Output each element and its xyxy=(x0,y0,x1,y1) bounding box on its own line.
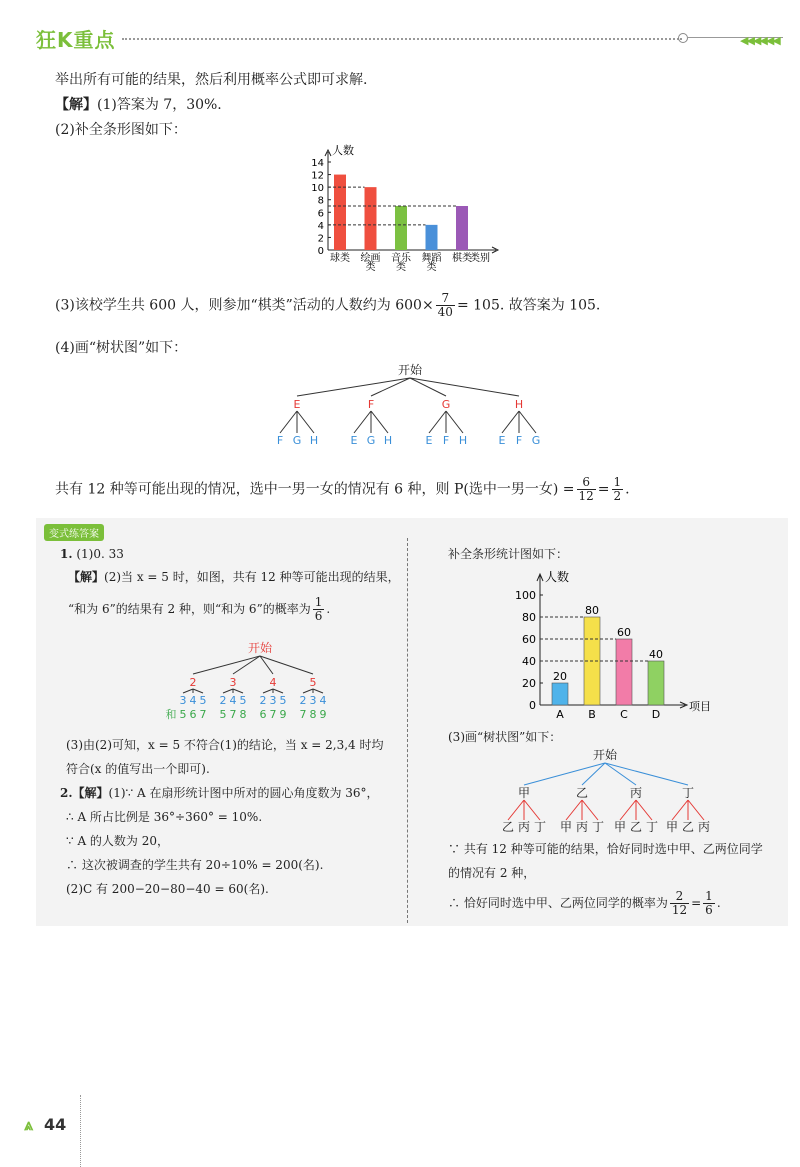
tree-sum: 9 xyxy=(319,708,327,721)
tree-branch xyxy=(233,689,243,693)
x-tick-label: 类 xyxy=(426,262,437,273)
tree-node: G xyxy=(441,398,451,411)
y-tick-label: 8 xyxy=(317,195,324,207)
bar xyxy=(456,206,468,250)
q1-answer-1: (1)0. 33 xyxy=(76,547,124,561)
tree-leaf: 甲 xyxy=(559,820,573,834)
page-number: 44 xyxy=(44,1115,67,1134)
x-tick-label: 球类 xyxy=(330,253,350,264)
tree-leaf: H xyxy=(383,434,393,447)
tree-branch xyxy=(313,689,323,693)
tree-sum: 6 xyxy=(189,708,197,721)
tree-leaf: 3 xyxy=(269,694,277,707)
bar-value-label: 20 xyxy=(553,670,567,683)
right-line-3: ∵ 共有 12 种等可能的结果，恰好同时选中甲、乙两位同学 xyxy=(448,842,763,856)
tree-branch xyxy=(371,411,388,433)
tree-leaf: 4 xyxy=(319,694,327,707)
line-4-text: (3)该校学生共 600 人，则参加“棋类”活动的人数约为 600× xyxy=(55,297,434,314)
tree-branch xyxy=(354,411,371,433)
bar xyxy=(648,661,664,705)
fraction-1-2 xyxy=(612,476,624,503)
header-dotted-rule xyxy=(122,38,682,40)
q1-line-3 xyxy=(68,596,330,623)
tree-branch xyxy=(605,763,636,785)
tree-branch xyxy=(605,763,688,785)
y-tick-label: 10 xyxy=(311,183,324,195)
q1-line-1 xyxy=(60,545,124,563)
x-tick-label: B xyxy=(588,708,596,721)
page-footer xyxy=(0,1095,800,1167)
tree-leaf: 甲 xyxy=(613,820,627,834)
answer-1: (1)答案为 7，30%. xyxy=(97,97,222,113)
tree-branch xyxy=(502,411,519,433)
tree-leaf: 丁 xyxy=(591,820,605,834)
tree-branch xyxy=(636,800,652,820)
x-tick-label: D xyxy=(651,708,661,721)
tree-sum: 7 xyxy=(229,708,237,721)
q1-text-3: “和为 6”的结果有 2 种，则“和为 6”的概率为 xyxy=(68,602,311,616)
tree-leaf: F xyxy=(442,434,450,447)
frac-den: 12 xyxy=(671,903,688,917)
tree-leaf: 2 xyxy=(259,694,267,707)
q2-line-2: ∴ A 所占比例是 36°÷360° = 10%. xyxy=(66,810,263,824)
tree-leaf: 乙 xyxy=(681,820,695,834)
y-tick-label: 4 xyxy=(317,220,324,232)
tree-leaf: 丙 xyxy=(697,820,711,834)
line-1: 举出所有可能的结果，然后利用概率公式即可求解. xyxy=(55,72,368,88)
right-line-2: (3)画“树状图”如下： xyxy=(448,730,562,744)
bar xyxy=(334,175,346,250)
x-tick-label: 类 xyxy=(396,262,406,273)
y-tick-label: 0 xyxy=(317,246,324,257)
x-axis-label: 类别 xyxy=(470,253,490,264)
tree-branch xyxy=(524,800,540,820)
y-tick-label: 80 xyxy=(522,611,536,624)
tree-branch xyxy=(620,800,636,820)
fraction-6-12 xyxy=(577,476,596,503)
tree-branch xyxy=(193,656,260,674)
tree-sum: 5 xyxy=(179,708,187,721)
tree-root: 开始 xyxy=(247,641,273,655)
fraction-7-40 xyxy=(436,292,455,319)
y-tick-label: 0 xyxy=(529,699,536,712)
brand-logo: 狂K重点 xyxy=(36,28,116,52)
tree-node: 5 xyxy=(309,676,317,689)
tree-branch xyxy=(688,800,704,820)
tree-branch xyxy=(273,689,283,693)
tree-leaf: H xyxy=(458,434,468,447)
tree-node: 2 xyxy=(189,676,197,689)
tree-leaf: G xyxy=(292,434,302,447)
tree-branch xyxy=(582,800,598,820)
line-4-end: = 105. 故答案为 105. xyxy=(456,297,601,314)
tree-branch xyxy=(566,800,582,820)
tree-leaf: 5 xyxy=(279,694,287,707)
tree-leaf: E xyxy=(350,434,358,447)
tree-branch xyxy=(297,411,314,433)
tree-sum: 8 xyxy=(309,708,317,721)
x-tick-label: 舞蹈 xyxy=(421,253,442,264)
q2-line-1 xyxy=(60,784,379,802)
line-4 xyxy=(55,292,600,319)
tree-node: 乙 xyxy=(575,786,589,800)
compass-icon: ⩓ xyxy=(24,1115,34,1134)
tree-diagram-efgh xyxy=(260,360,560,455)
right-line-5: ∴ 恰好同时选中甲、乙两位同学的概率为 $\frac{2}{12}$ = $\frac{1}{6}$ . xyxy=(448,889,721,917)
y-tick-label: 100 xyxy=(515,589,536,602)
tree-leaf: 乙 xyxy=(501,820,515,834)
tree-leaf: 4 xyxy=(229,694,237,707)
frac-den: 6 xyxy=(705,903,713,917)
tree-node: F xyxy=(367,398,375,411)
tree-leaf: 5 xyxy=(239,694,247,707)
line-6-text: 共有 12 种等可能出现的情况，选中一男一女的情况有 6 种，则 P(选中一男一女) = xyxy=(55,481,575,498)
tree-leaf: H xyxy=(309,434,319,447)
tree-sum: 9 xyxy=(279,708,287,721)
y-axis-label: 人数 xyxy=(545,570,570,584)
tree-node: 4 xyxy=(269,676,277,689)
bar-value-label: 40 xyxy=(649,648,663,661)
frac-den: 12 xyxy=(578,489,594,503)
q2-text-1: (1)∵ A 在扇形统计图中所对的圆心角度数为 36°， xyxy=(108,786,379,800)
tree-sum: 6 xyxy=(259,708,267,721)
footer-vertical-rule xyxy=(80,1095,81,1167)
tree-leaf: 丁 xyxy=(645,820,659,834)
right-text-5-end: . xyxy=(716,896,721,910)
tree-branch xyxy=(446,411,463,433)
tree-diagram-sums xyxy=(160,638,360,723)
tree-leaf: G xyxy=(366,434,376,447)
tree-sum: 7 xyxy=(299,708,307,721)
tree-branch xyxy=(260,656,313,674)
bar xyxy=(552,683,568,705)
tree-root: 开始 xyxy=(592,748,618,762)
tree-branch xyxy=(233,656,260,674)
fraction-1-6 xyxy=(313,596,325,623)
tree-leaf: F xyxy=(276,434,284,447)
tree-leaf: 丁 xyxy=(533,820,547,834)
tree-leaf: G xyxy=(531,434,541,447)
tree-node: 丙 xyxy=(629,786,643,800)
line-3: (2)补全条形图如下： xyxy=(55,122,187,138)
right-line-4: 的情况有 2 种， xyxy=(448,866,536,880)
jie-tag: 【解】 xyxy=(55,97,97,113)
tree-leaf: E xyxy=(498,434,506,447)
tree-sum: 5 xyxy=(219,708,227,721)
line-6-end: . xyxy=(625,481,630,498)
q1-text-3-end: . xyxy=(326,602,331,616)
q2-line-4: ∴ 这次被调查的学生共有 20÷10% = 200(名). xyxy=(66,858,324,872)
y-tick-label: 12 xyxy=(311,170,324,182)
x-tick-label: 绘画 xyxy=(360,253,381,264)
tree-branch xyxy=(429,411,446,433)
frac-den: 40 xyxy=(437,305,453,319)
tree-branch xyxy=(410,378,519,396)
bar xyxy=(365,187,377,250)
tree-branch xyxy=(223,689,233,693)
tree-node: 3 xyxy=(229,676,237,689)
header-arrows-icon: ◀◀◀◀◀◀ xyxy=(740,34,779,47)
y-tick-label: 2 xyxy=(317,233,324,245)
tree-leaf: 丙 xyxy=(575,820,589,834)
y-axis-label: 人数 xyxy=(332,144,354,157)
jie-tag: 【解】 xyxy=(72,786,109,800)
tree-diagram-students xyxy=(490,745,720,840)
tree-sum: 7 xyxy=(199,708,207,721)
frac-den: 2 xyxy=(613,489,622,503)
bar-chart-items xyxy=(500,565,720,725)
x-tick-label: 音乐 xyxy=(391,253,411,264)
jie-tag: 【解】 xyxy=(68,570,105,584)
tree-root: 开始 xyxy=(397,363,423,377)
tree-sum-label: 和 xyxy=(165,708,177,721)
right-text-5: ∴ 恰好同时选中甲、乙两位同学的概率为 xyxy=(448,896,668,910)
x-tick-label: 棋类 xyxy=(452,253,472,264)
y-tick-label: 40 xyxy=(522,655,536,668)
line-6: 共有 12 种等可能出现的情况，选中一男一女的情况有 6 种，则 P(选中一男一女) = $\frac{6}{12}$ = $\frac{1}{2}$ . xyxy=(55,475,630,503)
x-tick-label: 类 xyxy=(365,262,376,273)
y-tick-label: 20 xyxy=(522,677,536,690)
answer-box-title: 变式练答案 xyxy=(44,524,104,541)
frac-num: 6 xyxy=(577,476,596,490)
tree-leaf: 5 xyxy=(199,694,207,707)
tree-leaf: 4 xyxy=(189,694,197,707)
q2-line-3: ∵ A 的人数为 20， xyxy=(66,834,170,848)
q2-line-5: (2)C 有 200−20−80−40 = 60(名). xyxy=(66,882,269,896)
frac-num: 1 xyxy=(705,889,713,903)
frac-num: 2 xyxy=(670,890,689,904)
tree-branch xyxy=(193,689,203,693)
frac-num: 7 xyxy=(436,292,455,306)
line-2 xyxy=(55,95,222,115)
box-divider xyxy=(407,538,408,923)
tree-leaf: 3 xyxy=(179,694,187,707)
tree-leaf: 2 xyxy=(219,694,227,707)
tree-branch xyxy=(280,411,297,433)
y-tick-label: 6 xyxy=(317,208,324,220)
bar xyxy=(395,206,407,250)
q1-line-4: (3)由(2)可知，x = 5 不符合(1)的结论，当 x = 2,3,4 时均 xyxy=(66,738,384,752)
fraction-1-6 xyxy=(703,890,715,917)
y-tick-label: 14 xyxy=(311,158,324,169)
bar-value-label: 80 xyxy=(585,604,599,617)
q1-text-2: (2)当 x = 5 时，如图，共有 12 种等可能出现的结果， xyxy=(104,570,400,584)
x-axis-label: 项目 xyxy=(689,700,711,713)
line-5: (4)画“树状图”如下： xyxy=(55,340,188,356)
bar xyxy=(426,225,438,250)
x-tick-label: A xyxy=(556,708,564,721)
tree-leaf: F xyxy=(515,434,523,447)
x-tick-label: C xyxy=(620,708,628,721)
page-header xyxy=(0,0,800,60)
tree-node: 甲 xyxy=(517,786,531,800)
frac-num: 1 xyxy=(613,475,622,489)
tree-node: 丁 xyxy=(681,786,695,800)
tree-branch xyxy=(303,689,313,693)
bar xyxy=(616,639,632,705)
tree-sum: 7 xyxy=(269,708,277,721)
right-line-1: 补全条形统计图如下： xyxy=(448,547,569,561)
q1-line-5: 符合(x 的值写出一个即可). xyxy=(66,762,210,776)
bar-value-label: 60 xyxy=(617,626,631,639)
tree-branch xyxy=(672,800,688,820)
q2-number: 2. xyxy=(60,786,73,800)
q1-number: 1. xyxy=(60,547,73,561)
tree-branch xyxy=(519,411,536,433)
tree-leaf: 甲 xyxy=(665,820,679,834)
tree-node: H xyxy=(514,398,524,411)
fraction-2-12 xyxy=(670,890,689,917)
tree-sum: 8 xyxy=(239,708,247,721)
tree-branch xyxy=(297,378,410,396)
header-circle-icon xyxy=(678,33,688,43)
tree-leaf: 丙 xyxy=(517,820,531,834)
tree-leaf: 乙 xyxy=(629,820,643,834)
tree-branch xyxy=(183,689,193,693)
tree-branch xyxy=(263,689,273,693)
tree-leaf: 2 xyxy=(299,694,307,707)
tree-leaf: 3 xyxy=(309,694,317,707)
frac-num: 1 xyxy=(314,595,323,609)
tree-node: E xyxy=(293,398,301,411)
y-tick-label: 60 xyxy=(522,633,536,646)
bar-chart-activities xyxy=(300,140,520,280)
frac-den: 6 xyxy=(314,609,323,623)
tree-leaf: E xyxy=(425,434,433,447)
tree-branch xyxy=(508,800,524,820)
q1-line-2 xyxy=(68,568,400,586)
